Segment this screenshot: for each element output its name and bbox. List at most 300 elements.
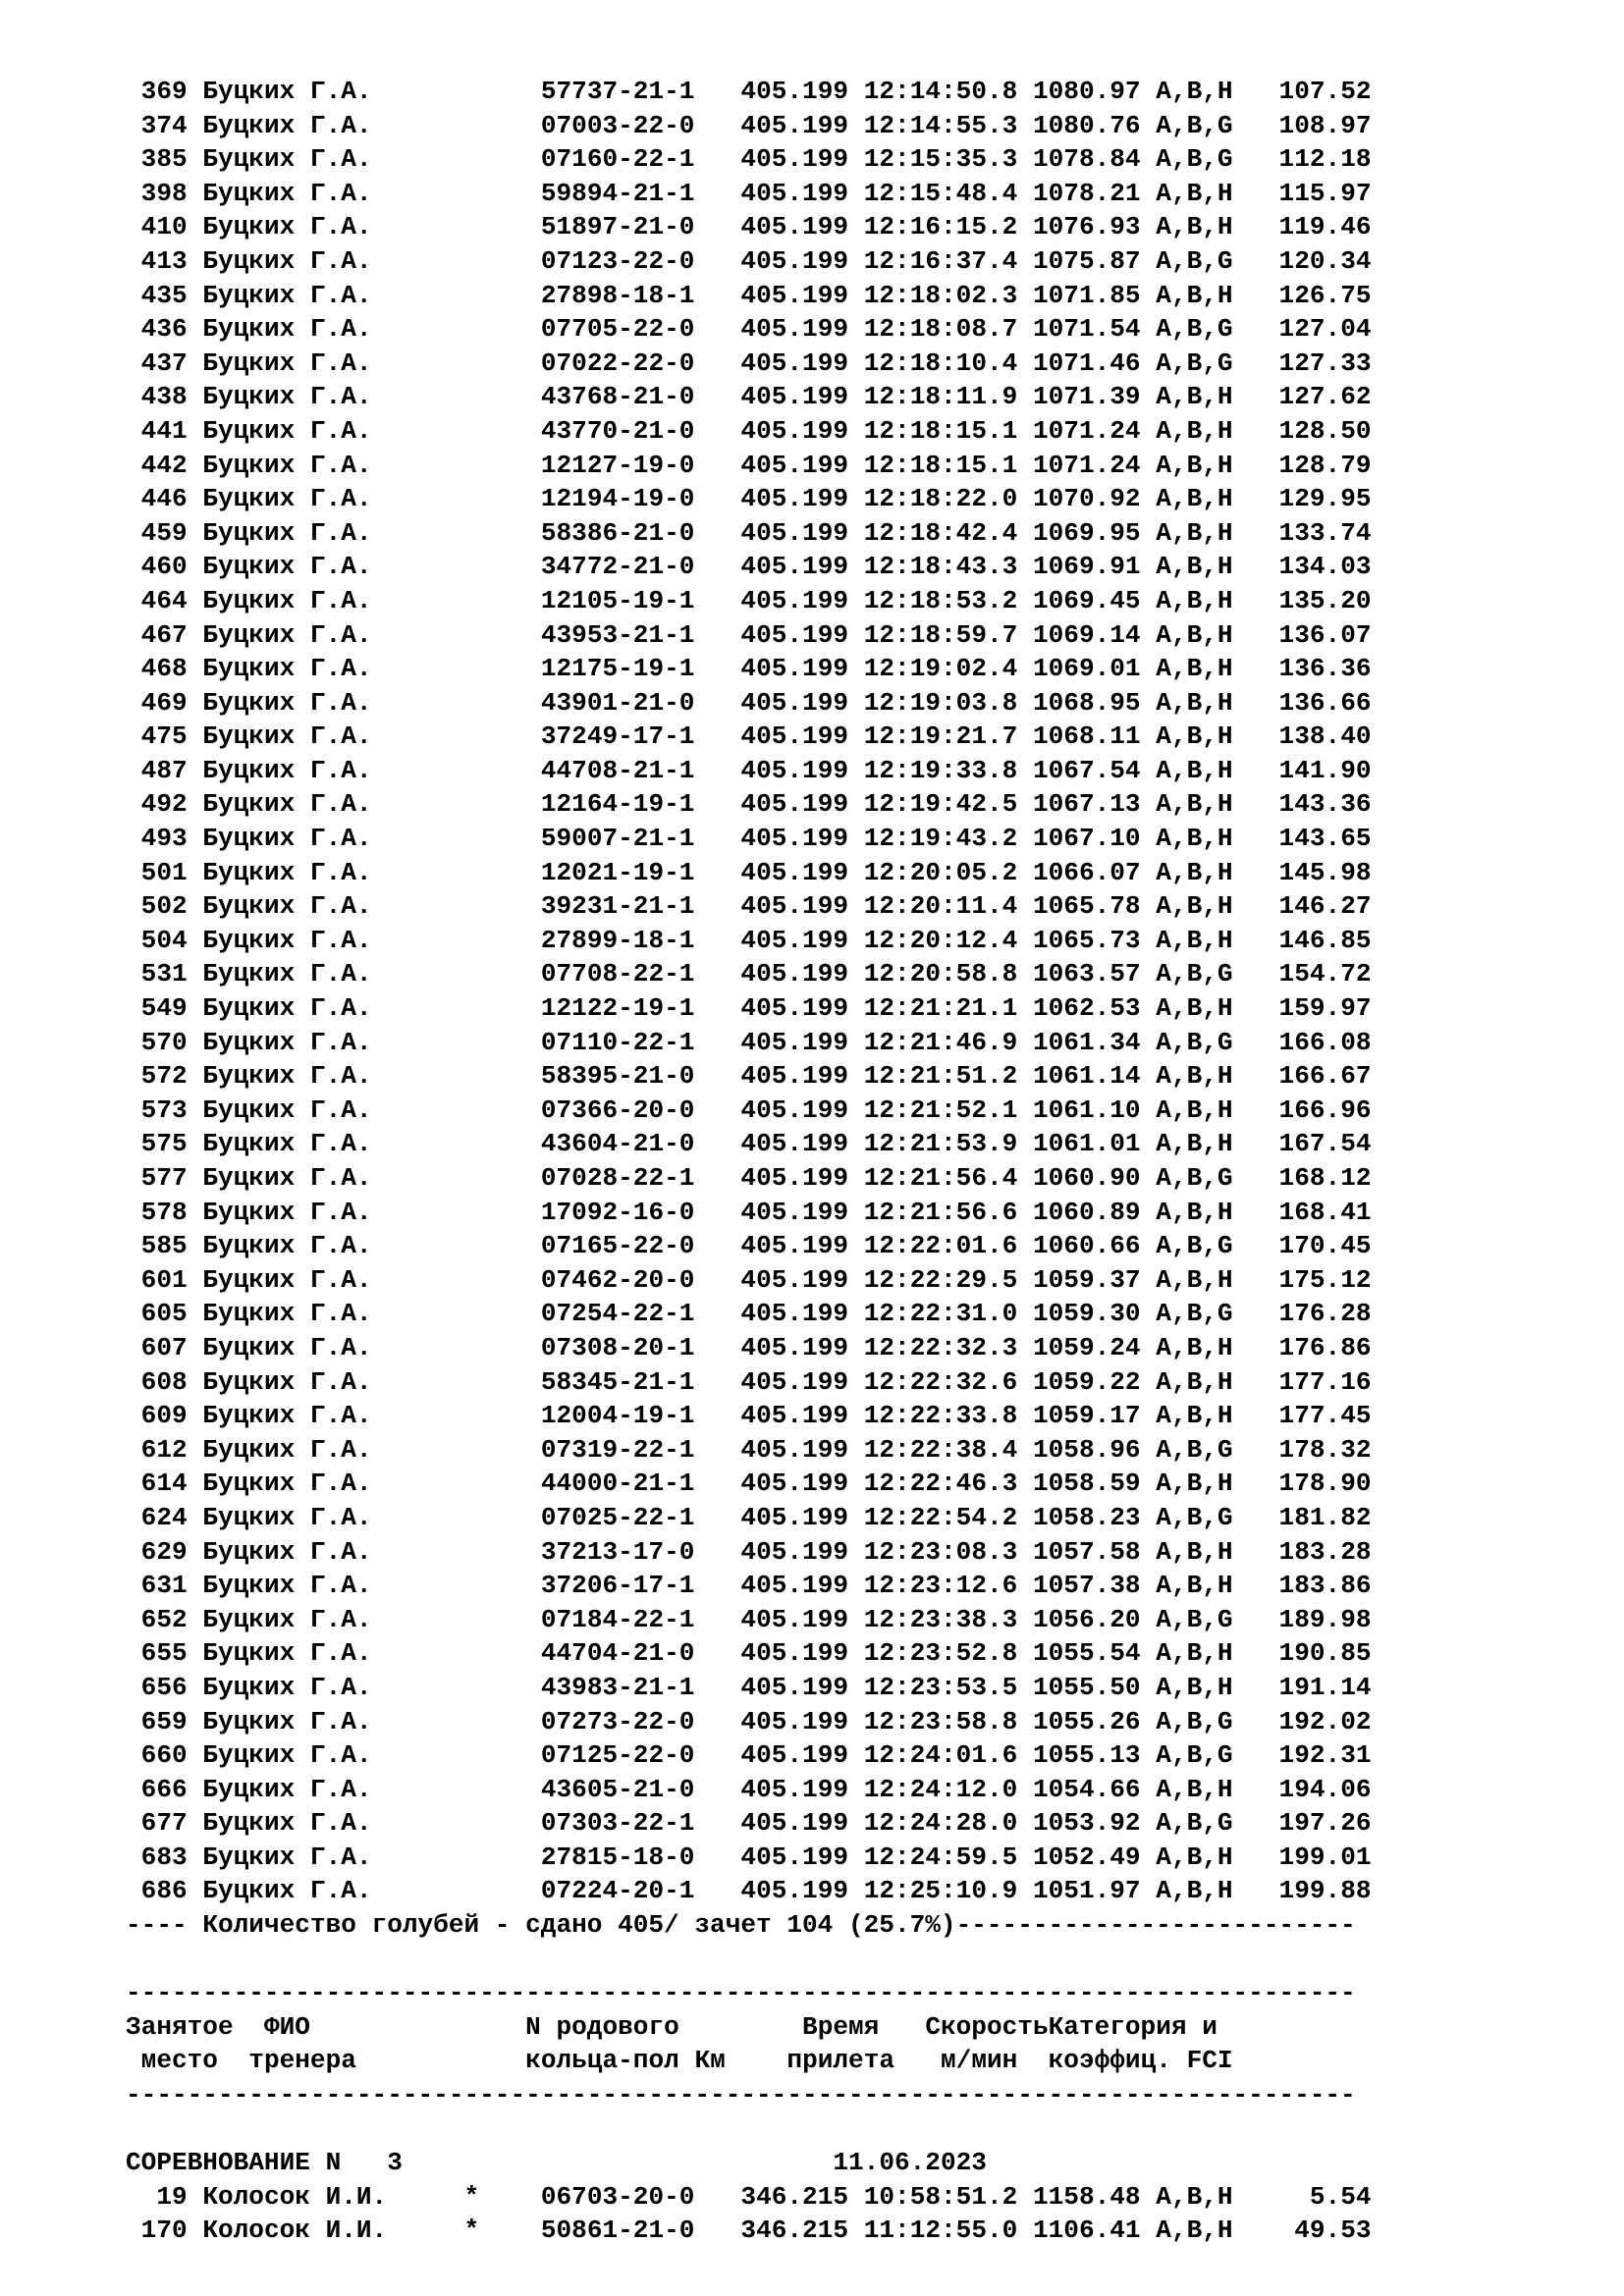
- cell-cat: A,B,H: [1156, 382, 1233, 412]
- cell-mark: [464, 451, 480, 480]
- cell-name: Буцких Г.А.: [202, 925, 449, 955]
- cell-place: 607: [126, 1332, 188, 1362]
- cell-coef: 199.88: [1232, 1876, 1372, 1906]
- table-row: [126, 652, 1598, 686]
- cell-coef: 192.31: [1232, 1740, 1372, 1771]
- cell-ring: 37213-17-0: [540, 1536, 695, 1567]
- table-row: [126, 177, 1598, 211]
- cell-name: Буцких Г.А.: [202, 280, 449, 310]
- cell-place: 677: [126, 1808, 188, 1839]
- cell-name: Буцких Г.А.: [202, 1808, 449, 1839]
- cell-mark: [464, 959, 480, 988]
- cell-place: 652: [126, 1604, 188, 1634]
- cell-speed: 1059.22: [1032, 1366, 1141, 1397]
- cell-km: 346.215: [740, 2216, 849, 2246]
- cell-cat: A,B,H: [1156, 1061, 1233, 1092]
- cell-coef: 170.45: [1232, 1231, 1372, 1261]
- cell-speed: 1071.54: [1032, 314, 1141, 345]
- cell-cat: A,B,H: [1156, 721, 1233, 752]
- cell-coef: 154.72: [1232, 959, 1372, 989]
- cell-ring: 07366-20-0: [540, 1095, 695, 1125]
- cell-ring: 07003-22-0: [540, 110, 695, 140]
- cell-coef: 112.18: [1232, 144, 1372, 175]
- table-row: [126, 584, 1598, 618]
- table-row: [126, 550, 1598, 584]
- cell-place: 437: [126, 347, 188, 378]
- cell-speed: 1068.11: [1032, 721, 1141, 752]
- competition-label: СОРЕВНОВАНИЕ N: [126, 2148, 342, 2178]
- cell-time: 12:21:53.9: [863, 1129, 1018, 1159]
- cell-time: 12:23:58.8: [863, 1706, 1018, 1736]
- cell-mark: [464, 281, 480, 310]
- cell-ring: 07184-22-1: [540, 1604, 695, 1634]
- cell-ring: 12105-19-1: [540, 585, 695, 615]
- cell-km: 405.199: [740, 1129, 849, 1159]
- cell-coef: 194.06: [1232, 1774, 1372, 1804]
- cell-coef: 166.08: [1232, 1027, 1372, 1057]
- cell-cat: A,B,H: [1156, 1129, 1233, 1159]
- cell-cat: A,B,H: [1156, 1876, 1233, 1906]
- cell-km: 405.199: [740, 891, 849, 922]
- table-row: [126, 1331, 1598, 1365]
- cell-km: 405.199: [740, 1842, 849, 1872]
- cell-name: Буцких Г.А.: [202, 1502, 449, 1532]
- cell-coef: 176.86: [1232, 1332, 1372, 1362]
- cell-time: 12:18:42.4: [863, 517, 1018, 548]
- cell-coef: 178.90: [1232, 1468, 1372, 1499]
- cell-coef: 177.16: [1232, 1366, 1372, 1397]
- cell-time: 12:16:15.2: [863, 212, 1018, 242]
- cell-km: 405.199: [740, 1332, 849, 1362]
- cell-time: 12:24:12.0: [863, 1774, 1018, 1804]
- cell-km: 405.199: [740, 959, 849, 989]
- cell-place: 683: [126, 1842, 188, 1872]
- cell-speed: 1069.91: [1032, 552, 1141, 582]
- cell-ring: 34772-21-0: [540, 552, 695, 582]
- cell-name: Буцких Г.А.: [202, 110, 449, 140]
- cell-place: 655: [126, 1638, 188, 1669]
- table-row: [126, 279, 1598, 313]
- table-row: [126, 1263, 1598, 1298]
- cell-speed: 1059.30: [1032, 1299, 1141, 1329]
- table-row: [126, 1026, 1598, 1060]
- cell-mark: [464, 1401, 480, 1430]
- cell-speed: 1071.46: [1032, 347, 1141, 378]
- cell-name: Буцких Г.А.: [202, 824, 449, 854]
- cell-ring: 06703-20-0: [540, 2181, 695, 2212]
- cell-ring: 17092-16-0: [540, 1197, 695, 1227]
- cell-place: 469: [126, 687, 188, 718]
- cell-cat: A,B,G: [1156, 1231, 1233, 1261]
- cell-mark: [464, 1129, 480, 1158]
- cell-km: 405.199: [740, 1571, 849, 1601]
- cell-name: Буцких Г.А.: [202, 1672, 449, 1702]
- cell-mark: [464, 891, 480, 921]
- cell-cat: A,B,H: [1156, 1571, 1233, 1601]
- cell-time: 11:12:55.0: [863, 2216, 1018, 2246]
- table-row: [126, 1738, 1598, 1773]
- cell-mark: [464, 111, 480, 140]
- column-header-label: коэффиц. FCI: [1048, 2046, 1233, 2076]
- cell-ring: 12122-19-1: [540, 993, 695, 1024]
- column-header-label: Время: [802, 2011, 880, 2042]
- cell-speed: 1065.78: [1032, 891, 1141, 922]
- cell-km: 405.199: [740, 178, 849, 208]
- cell-time: 12:23:38.3: [863, 1604, 1018, 1634]
- cell-name: Буцких Г.А.: [202, 1468, 449, 1499]
- cell-ring: 07224-20-1: [540, 1876, 695, 1906]
- cell-ring: 44000-21-1: [540, 1468, 695, 1499]
- table-row: [126, 856, 1598, 890]
- cell-place: 170: [126, 2216, 188, 2246]
- cell-speed: 1065.73: [1032, 925, 1141, 955]
- cell-coef: 143.65: [1232, 824, 1372, 854]
- cell-name: Буцких Г.А.: [202, 1299, 449, 1329]
- cell-time: 12:18:15.1: [863, 450, 1018, 480]
- table-row: [126, 244, 1598, 279]
- table-row: [126, 1433, 1598, 1468]
- table-row: [126, 754, 1598, 788]
- cell-ring: 07462-20-0: [540, 1264, 695, 1295]
- cell-name: Буцких Г.А.: [202, 755, 449, 785]
- table-row: [126, 414, 1598, 449]
- cell-speed: 1106.41: [1032, 2216, 1141, 2246]
- cell-time: 12:22:29.5: [863, 1264, 1018, 1295]
- cell-speed: 1071.85: [1032, 280, 1141, 310]
- cell-mark: [464, 1163, 480, 1193]
- cell-coef: 127.62: [1232, 382, 1372, 412]
- cell-place: 487: [126, 755, 188, 785]
- cell-speed: 1055.26: [1032, 1706, 1141, 1736]
- cell-place: 438: [126, 382, 188, 412]
- cell-speed: 1075.87: [1032, 245, 1141, 276]
- cell-name: Буцких Г.А.: [202, 857, 449, 887]
- cell-coef: 146.85: [1232, 925, 1372, 955]
- results-table-previous: [126, 75, 1598, 1908]
- cell-km: 405.199: [740, 1299, 849, 1329]
- cell-mark: [464, 1095, 480, 1125]
- cell-cat: A,B,H: [1156, 1842, 1233, 1872]
- cell-ring: 27815-18-0: [540, 1842, 695, 1872]
- table-row: [126, 75, 1598, 109]
- cell-cat: A,B,H: [1156, 1095, 1233, 1125]
- cell-ring: 51897-21-0: [540, 212, 695, 242]
- cell-place: 446: [126, 484, 188, 514]
- cell-km: 405.199: [740, 1095, 849, 1125]
- cell-place: 369: [126, 77, 188, 106]
- cell-mark: [464, 688, 480, 718]
- cell-place: 577: [126, 1163, 188, 1193]
- results-document: [126, 75, 1598, 2248]
- cell-time: 12:19:42.5: [863, 789, 1018, 820]
- blank-line: [126, 1943, 1598, 1977]
- cell-mark: [464, 1265, 480, 1295]
- cell-coef: 128.79: [1232, 450, 1372, 480]
- cell-place: 608: [126, 1366, 188, 1397]
- cell-mark: [464, 620, 480, 650]
- cell-name: Буцких Г.А.: [202, 993, 449, 1024]
- cell-coef: 134.03: [1232, 552, 1372, 582]
- cell-ring: 07308-20-1: [540, 1332, 695, 1362]
- cell-ring: 12004-19-1: [540, 1401, 695, 1431]
- cell-speed: 1066.07: [1032, 857, 1141, 887]
- cell-km: 405.199: [740, 654, 849, 684]
- cell-time: 12:21:56.4: [863, 1163, 1018, 1193]
- cell-name: Буцких Г.А.: [202, 245, 449, 276]
- cell-speed: 1059.37: [1032, 1264, 1141, 1295]
- cell-name: Буцких Г.А.: [202, 1401, 449, 1431]
- cell-coef: 127.04: [1232, 314, 1372, 345]
- cell-ring: 59007-21-1: [540, 824, 695, 854]
- cell-name: Буцких Г.А.: [202, 1571, 449, 1601]
- cell-ring: 43768-21-0: [540, 382, 695, 412]
- cell-time: 12:19:03.8: [863, 687, 1018, 718]
- cell-speed: 1078.84: [1032, 144, 1141, 175]
- competition-date: 11.06.2023: [833, 2148, 987, 2178]
- cell-coef: 191.14: [1232, 1672, 1372, 1702]
- cell-time: 12:19:02.4: [863, 654, 1018, 684]
- table-row: [126, 109, 1598, 143]
- cell-cat: A,B,H: [1156, 1197, 1233, 1227]
- table-row: [126, 1297, 1598, 1331]
- cell-place: 531: [126, 959, 188, 989]
- cell-coef: 192.02: [1232, 1706, 1372, 1736]
- cell-speed: 1071.24: [1032, 450, 1141, 480]
- cell-time: 12:18:10.4: [863, 347, 1018, 378]
- cell-coef: 183.28: [1232, 1536, 1372, 1567]
- cell-coef: 175.12: [1232, 1264, 1372, 1295]
- cell-speed: 1067.54: [1032, 755, 1141, 785]
- cell-coef: 129.95: [1232, 484, 1372, 514]
- cell-cat: A,B,H: [1156, 2216, 1233, 2246]
- cell-cat: A,B,H: [1156, 585, 1233, 615]
- cell-km: 405.199: [740, 1638, 849, 1669]
- table-row: [126, 1196, 1598, 1230]
- table-row: [126, 1806, 1598, 1841]
- table-row: [126, 1671, 1598, 1705]
- table-row: [126, 1773, 1598, 1807]
- cell-cat: A,B,H: [1156, 1536, 1233, 1567]
- cell-time: 12:18:08.7: [863, 314, 1018, 345]
- table-row: [126, 380, 1598, 414]
- table-row: [126, 142, 1598, 177]
- cell-mark: [464, 1468, 480, 1498]
- table-row: [126, 210, 1598, 244]
- cell-speed: 1056.20: [1032, 1604, 1141, 1634]
- table-row: [126, 1059, 1598, 1094]
- cell-name: Буцких Г.А.: [202, 1638, 449, 1669]
- cell-coef: 197.26: [1232, 1808, 1372, 1839]
- summary-text: ---- Количество голубей - сдано 405/ зачет 104 (25.7%): [126, 1910, 956, 1941]
- cell-km: 405.199: [740, 1604, 849, 1634]
- cell-time: 12:24:01.6: [863, 1740, 1018, 1771]
- cell-place: 492: [126, 789, 188, 820]
- cell-mark: [464, 1638, 480, 1668]
- cell-km: 405.199: [740, 212, 849, 242]
- cell-name: Буцких Г.А.: [202, 1842, 449, 1872]
- cell-coef: 168.41: [1232, 1197, 1372, 1227]
- cell-mark: [464, 314, 480, 344]
- cell-speed: 1053.92: [1032, 1808, 1141, 1839]
- cell-time: 12:22:33.8: [863, 1401, 1018, 1431]
- cell-time: 12:18:11.9: [863, 382, 1018, 412]
- cell-speed: 1070.92: [1032, 484, 1141, 514]
- table-row: [126, 2180, 1598, 2215]
- cell-coef: 178.32: [1232, 1434, 1372, 1465]
- cell-speed: 1057.38: [1032, 1571, 1141, 1601]
- cell-place: 686: [126, 1876, 188, 1906]
- cell-cat: A,B,H: [1156, 2181, 1233, 2212]
- cell-ring: 43983-21-1: [540, 1672, 695, 1702]
- cell-name: Буцких Г.А.: [202, 347, 449, 378]
- cell-ring: 07708-22-1: [540, 959, 695, 989]
- cell-speed: 1078.21: [1032, 178, 1141, 208]
- cell-cat: A,B,H: [1156, 517, 1233, 548]
- cell-cat: A,B,H: [1156, 619, 1233, 650]
- cell-km: 405.199: [740, 450, 849, 480]
- cell-time: 12:22:32.3: [863, 1332, 1018, 1362]
- cell-speed: 1063.57: [1032, 959, 1141, 989]
- column-header-label: Категория и: [1048, 2011, 1218, 2042]
- column-header-line-2: [126, 2044, 1598, 2078]
- cell-mark: [464, 1299, 480, 1328]
- cell-mark: [464, 1367, 480, 1397]
- cell-time: 12:18:22.0: [863, 484, 1018, 514]
- cell-km: 405.199: [740, 1366, 849, 1397]
- cell-ring: 07165-22-0: [540, 1231, 695, 1261]
- cell-mark: [464, 1605, 480, 1634]
- cell-speed: 1060.89: [1032, 1197, 1141, 1227]
- cell-speed: 1069.45: [1032, 585, 1141, 615]
- cell-ring: 07160-22-1: [540, 144, 695, 175]
- table-row: [126, 1161, 1598, 1196]
- cell-name: Буцких Г.А.: [202, 144, 449, 175]
- cell-place: 385: [126, 144, 188, 175]
- cell-speed: 1067.10: [1032, 824, 1141, 854]
- blank-line: [126, 2112, 1598, 2147]
- table-row: [126, 1501, 1598, 1535]
- cell-km: 405.199: [740, 1876, 849, 1906]
- cell-km: 405.199: [740, 484, 849, 514]
- cell-speed: 1061.10: [1032, 1095, 1141, 1125]
- cell-cat: A,B,H: [1156, 178, 1233, 208]
- cell-time: 12:22:32.6: [863, 1366, 1018, 1397]
- cell-time: 12:15:35.3: [863, 144, 1018, 175]
- separator-line: --------------------------------------------------------------------------------: [126, 1978, 1356, 2008]
- cell-mark: [464, 77, 480, 106]
- cell-coef: 190.85: [1232, 1638, 1372, 1669]
- cell-ring: 07125-22-0: [540, 1740, 695, 1771]
- cell-name: Буцких Г.А.: [202, 1740, 449, 1771]
- competition-number: 3: [387, 2148, 403, 2178]
- cell-place: 374: [126, 110, 188, 140]
- cell-ring: 07123-22-0: [540, 245, 695, 276]
- cell-mark: [464, 1503, 480, 1532]
- cell-name: Буцких Г.А.: [202, 314, 449, 345]
- cell-km: 405.199: [740, 1264, 849, 1295]
- cell-place: 659: [126, 1706, 188, 1736]
- cell-mark: [464, 926, 480, 955]
- cell-coef: 181.82: [1232, 1502, 1372, 1532]
- cell-ring: 59894-21-1: [540, 178, 695, 208]
- cell-mark: [464, 1198, 480, 1227]
- cell-km: 405.199: [740, 245, 849, 276]
- cell-coef: 189.98: [1232, 1604, 1372, 1634]
- cell-name: Буцких Г.А.: [202, 450, 449, 480]
- cell-name: Буцких Г.А.: [202, 517, 449, 548]
- cell-time: 12:20:11.4: [863, 891, 1018, 922]
- cell-mark: [464, 1808, 480, 1838]
- cell-speed: 1060.66: [1032, 1231, 1141, 1261]
- cell-ring: 07705-22-0: [540, 314, 695, 345]
- cell-name: Буцких Г.А.: [202, 789, 449, 820]
- cell-name: Буцких Г.А.: [202, 1163, 449, 1193]
- cell-mark: [464, 721, 480, 751]
- cell-km: 405.199: [740, 347, 849, 378]
- cell-ring: 57737-21-1: [540, 77, 695, 106]
- cell-speed: 1071.24: [1032, 415, 1141, 446]
- cell-km: 405.199: [740, 415, 849, 446]
- cell-speed: 1061.14: [1032, 1061, 1141, 1092]
- summary-line: [126, 1908, 1598, 1943]
- cell-time: 12:19:21.7: [863, 721, 1018, 752]
- cell-km: 405.199: [740, 1163, 849, 1193]
- cell-name: Колосок И.И.: [202, 2216, 449, 2246]
- cell-coef: 199.01: [1232, 1842, 1372, 1872]
- cell-speed: 1069.14: [1032, 619, 1141, 650]
- cell-time: 12:20:58.8: [863, 959, 1018, 989]
- cell-mark: [464, 858, 480, 887]
- cell-cat: A,B,G: [1156, 1740, 1233, 1771]
- column-header-label: место: [140, 2046, 218, 2076]
- summary-dashes: --------------------------: [955, 1910, 1356, 1941]
- cell-cat: A,B,G: [1156, 1502, 1233, 1532]
- cell-cat: A,B,H: [1156, 824, 1233, 854]
- cell-km: 405.199: [740, 585, 849, 615]
- cell-cat: A,B,H: [1156, 484, 1233, 514]
- cell-time: 10:58:51.2: [863, 2181, 1018, 2212]
- cell-coef: 141.90: [1232, 755, 1372, 785]
- cell-time: 12:18:15.1: [863, 415, 1018, 446]
- cell-place: 413: [126, 245, 188, 276]
- cell-name: Буцких Г.А.: [202, 1061, 449, 1092]
- cell-time: 12:14:55.3: [863, 110, 1018, 140]
- separator-line: --------------------------------------------------------------------------------: [126, 2080, 1356, 2110]
- cell-place: 19: [126, 2181, 188, 2212]
- cell-ring: 07273-22-0: [540, 1706, 695, 1736]
- cell-time: 12:19:33.8: [863, 755, 1018, 785]
- cell-place: 501: [126, 857, 188, 887]
- cell-coef: 166.67: [1232, 1061, 1372, 1092]
- cell-ring: 12175-19-1: [540, 654, 695, 684]
- cell-mark: [464, 1028, 480, 1057]
- cell-cat: A,B,H: [1156, 857, 1233, 887]
- cell-mark: [464, 1333, 480, 1362]
- cell-place: 656: [126, 1672, 188, 1702]
- table-row: [126, 1399, 1598, 1433]
- cell-cat: A,B,H: [1156, 280, 1233, 310]
- cell-cat: A,B,G: [1156, 314, 1233, 345]
- cell-km: 405.199: [740, 824, 849, 854]
- cell-place: 459: [126, 517, 188, 548]
- cell-name: Буцких Г.А.: [202, 687, 449, 718]
- cell-place: 624: [126, 1502, 188, 1532]
- table-row: [126, 1569, 1598, 1603]
- cell-time: 12:24:59.5: [863, 1842, 1018, 1872]
- cell-ring: 43953-21-1: [540, 619, 695, 650]
- results-table-current: [126, 2180, 1598, 2248]
- table-row: [126, 1874, 1598, 1908]
